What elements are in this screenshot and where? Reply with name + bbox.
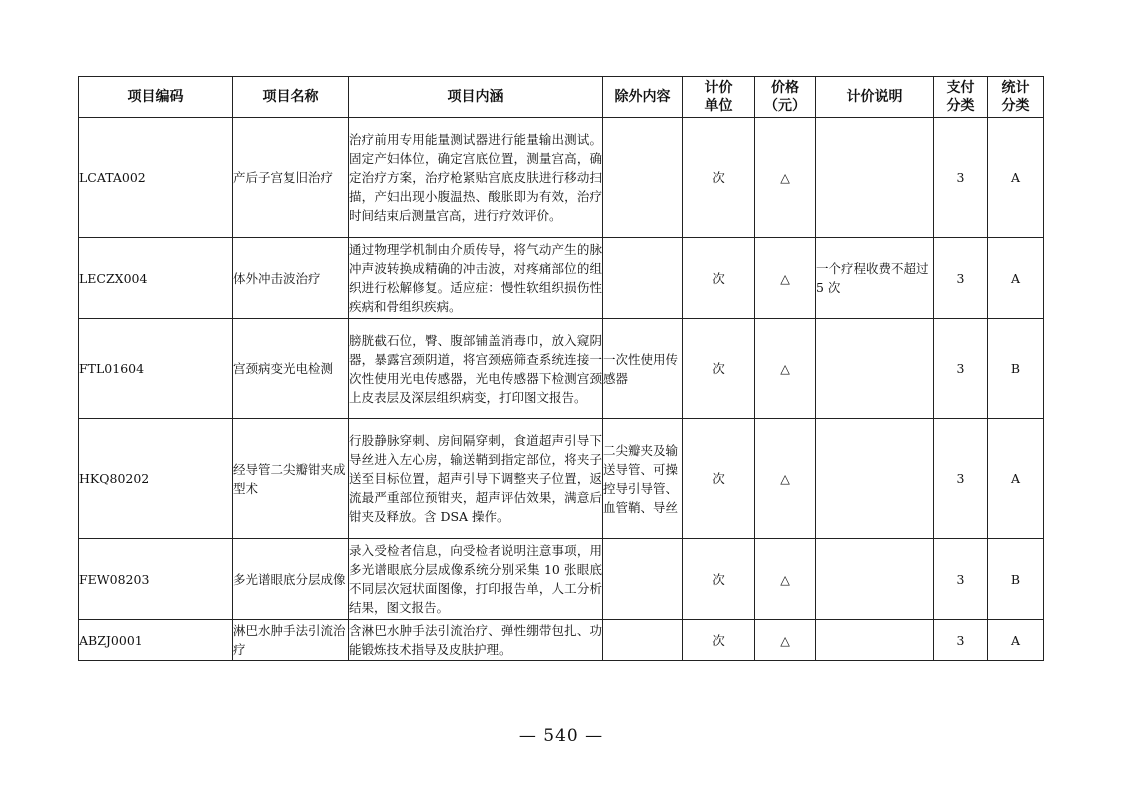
cell-content: 录入受检者信息，向受检者说明注意事项，用多光谱眼底分层成像系统分别采集 10 张眼底不同层次冠状面图像，打印报告单，人工分析结果，图文报告。 [349,539,603,620]
header-row [79,77,1044,118]
cell-unit: 次 [683,319,755,419]
cell-code: ABZJ0001 [79,620,233,661]
header-price [755,77,816,118]
cell-unit: 次 [683,620,755,661]
cell-name: 经导管二尖瓣钳夹成型术 [233,419,349,539]
cell-content: 治疗前用专用能量测试器进行能量输出测试。固定产妇体位，确定宫底位置，测量宫高，确定治疗方案，治疗枪紧贴宫底皮肤进行移动扫描，产妇出现小腹温热、酸胀即为有效，治疗时间结束后测量宫高，进行疗效评价。 [349,118,603,238]
cell-pay: 3 [934,319,988,419]
header-price-line2: （元） [764,98,806,114]
cell-name: 宫颈病变光电检测 [233,319,349,419]
cell-name: 多光谱眼底分层成像 [233,539,349,620]
table-row [79,118,1044,238]
cell-note: 一个疗程收费不超过 5 次 [816,238,934,319]
cell-price: △ [755,620,816,661]
cell-content: 膀胱截石位，臀、腹部铺盖消毒巾，放入窥阴器，暴露宫颈阴道，将宫颈癌筛查系统连接一次性使用光电传感器，光电传感器下检测宫颈上皮表层及深层组织病变，打印图文报告。 [349,319,603,419]
header-unit [683,77,755,118]
table-row [79,419,1044,539]
table-row [79,539,1044,620]
cell-exclusion: 一次性使用传感器 [603,319,683,419]
cell-unit: 次 [683,539,755,620]
cell-code: HKQ80202 [79,419,233,539]
cell-unit: 次 [683,118,755,238]
header-stat-line1: 统计 [1001,80,1030,96]
cell-code: LCATA002 [79,118,233,238]
table-row [79,319,1044,419]
cell-exclusion [603,118,683,238]
cell-note [816,539,934,620]
cell-code: FTL01604 [79,319,233,419]
cell-note [816,419,934,539]
cell-exclusion [603,539,683,620]
cell-exclusion: 二尖瓣夹及输送导管、可操控导引导管、血管鞘、导丝 [603,419,683,539]
cell-code: FEW08203 [79,539,233,620]
cell-unit: 次 [683,238,755,319]
cell-stat: A [988,419,1044,539]
cell-stat: B [988,539,1044,620]
cell-pay: 3 [934,419,988,539]
header-content: 项目内涵 [349,77,603,118]
header-price-line1: 价格 [771,80,799,96]
page-number: — 540 — [518,726,604,746]
cell-content: 通过物理学机制由介质传导，将气动产生的脉冲声波转换成精确的冲击波，对疼痛部位的组织进行松解修复。适应症：慢性软组织损伤性疾病和骨组织疾病。 [349,238,603,319]
cell-price: △ [755,118,816,238]
table-row [79,620,1044,661]
header-pay [934,77,988,118]
header-exclusion: 除外内容 [603,77,683,118]
cell-price: △ [755,319,816,419]
cell-note [816,118,934,238]
cell-content: 行股静脉穿刺、房间隔穿刺，食道超声引导下导丝进入左心房，输送鞘到指定部位，将夹子送至目标位置，超声引导下调整夹子位置，返流最严重部位预钳夹，超声评估效果，满意后钳夹及释放。含 DSA 操作。 [349,419,603,539]
header-name: 项目名称 [233,77,349,118]
cell-exclusion [603,620,683,661]
cell-stat: A [988,118,1044,238]
cell-code: LECZX004 [79,238,233,319]
cell-pay: 3 [934,238,988,319]
table-row [79,238,1044,319]
pricing-table [78,76,1044,661]
header-code: 项目编码 [79,77,233,118]
cell-name: 淋巴水肿手法引流治疗 [233,620,349,661]
cell-stat: A [988,238,1044,319]
cell-pay: 3 [934,118,988,238]
header-stat-line2: 分类 [1001,98,1030,114]
cell-stat: A [988,620,1044,661]
cell-name: 产后子宫复旧治疗 [233,118,349,238]
header-pay-line2: 分类 [946,98,975,114]
cell-unit: 次 [683,419,755,539]
cell-price: △ [755,539,816,620]
cell-note [816,319,934,419]
header-note: 计价说明 [816,77,934,118]
cell-stat: B [988,319,1044,419]
cell-name: 体外冲击波治疗 [233,238,349,319]
cell-pay: 3 [934,539,988,620]
cell-pay: 3 [934,620,988,661]
header-unit-line2: 单位 [704,98,733,114]
header-unit-line1: 计价 [704,80,733,96]
header-pay-line1: 支付 [946,80,975,96]
cell-content: 含淋巴水肿手法引流治疗、弹性绷带包扎、功能锻炼技术指导及皮肤护理。 [349,620,603,661]
cell-exclusion [603,238,683,319]
header-stat [988,77,1044,118]
cell-note [816,620,934,661]
cell-price: △ [755,238,816,319]
cell-price: △ [755,419,816,539]
